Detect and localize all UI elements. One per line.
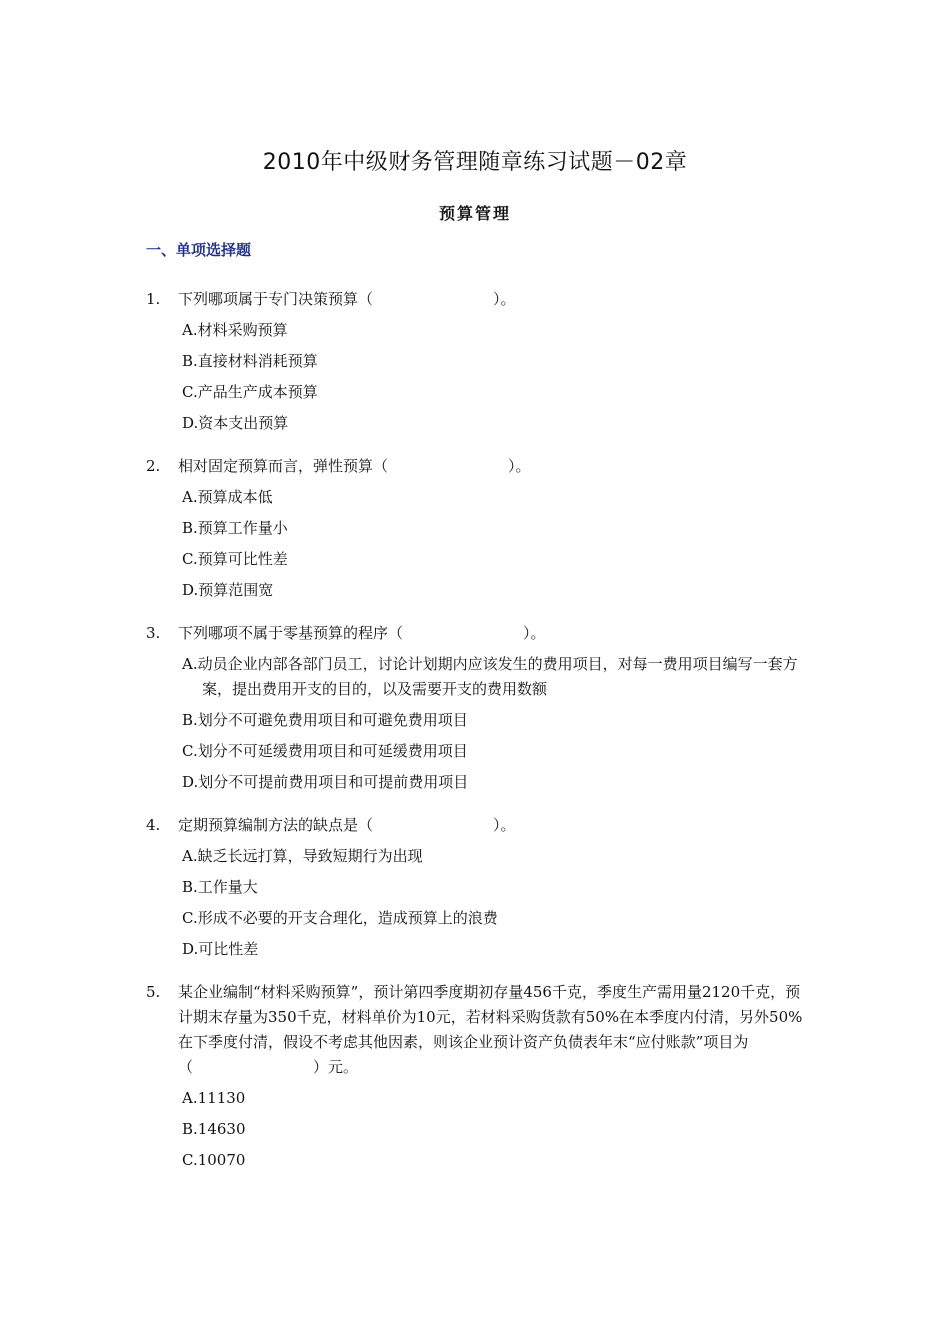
question-number: 3.: [146, 624, 161, 642]
option-b: B.预算工作量小: [182, 519, 288, 537]
option-a: A.预算成本低: [182, 488, 273, 506]
question-1: [146, 287, 810, 436]
option-a: A.缺乏长远打算，导致短期行为出现: [182, 847, 423, 865]
question-stem: [146, 813, 810, 838]
question-number: 5.: [146, 983, 161, 1001]
option-c: C.划分不可延缓费用项目和可延缓费用项目: [182, 742, 468, 760]
document-title: 2010年中级财务管理随章练习试题－02章: [262, 150, 688, 175]
question-4: [146, 813, 810, 962]
question-3: [146, 621, 810, 795]
option-b: B.14630: [182, 1120, 246, 1138]
option-a: A.动员企业内部各部门员工，讨论计划期内应该发生的费用项目，对每一费用项目编写一套方案，提出费用开支的目的，以及需要开支的费用数额: [182, 655, 798, 698]
option-d: D.可比性差: [182, 940, 259, 958]
question-2: [146, 454, 810, 603]
question-text: 下列哪项属于专门决策预算（ ）。: [178, 290, 516, 308]
question-text: 某企业编制“材料采购预算”，预计第四季度期初存量456千克，季度生产需用量2120千克，预计期末存量为350千克，材料单价为10元，若材料采购货款有50%在本季度内付清，另外50%在下季度付清，假设不考虑其他因素，则该企业预计资产负债表年末“应付账款”项目为（ ）元。: [178, 983, 803, 1076]
question-number: 1.: [146, 290, 161, 308]
question-list: [146, 287, 810, 1191]
question-stem: [146, 980, 810, 1080]
section-heading: 一、单项选择题: [146, 241, 252, 259]
option-d: D.预算范围宽: [182, 581, 274, 599]
question-stem: [146, 621, 810, 646]
question-text: 相对固定预算而言，弹性预算（ ）。: [178, 457, 531, 475]
option-c: C.产品生产成本预算: [182, 383, 318, 401]
option-a: A.11130: [182, 1089, 246, 1107]
option-b: B.工作量大: [182, 878, 258, 896]
question-text: 定期预算编制方法的缺点是（ ）。: [178, 816, 516, 834]
option-c: C.10070: [182, 1151, 246, 1169]
question-stem: [146, 287, 810, 312]
question-number: 2.: [146, 457, 161, 475]
option-b: B.划分不可避免费用项目和可避免费用项目: [182, 711, 468, 729]
option-c: C.预算可比性差: [182, 550, 288, 568]
document-subtitle: 预算管理: [438, 204, 511, 223]
question-5: [146, 980, 810, 1173]
option-c: C.形成不必要的开支合理化，造成预算上的浪费: [182, 909, 498, 927]
option-b: B.直接材料消耗预算: [182, 352, 318, 370]
question-text: 下列哪项不属于零基预算的程序（ ）。: [178, 624, 546, 642]
question-number: 4.: [146, 816, 161, 834]
question-stem: [146, 454, 810, 479]
option-d: D.资本支出预算: [182, 414, 289, 432]
option-d: D.划分不可提前费用项目和可提前费用项目: [182, 773, 469, 791]
option-a: A.材料采购预算: [182, 321, 288, 339]
